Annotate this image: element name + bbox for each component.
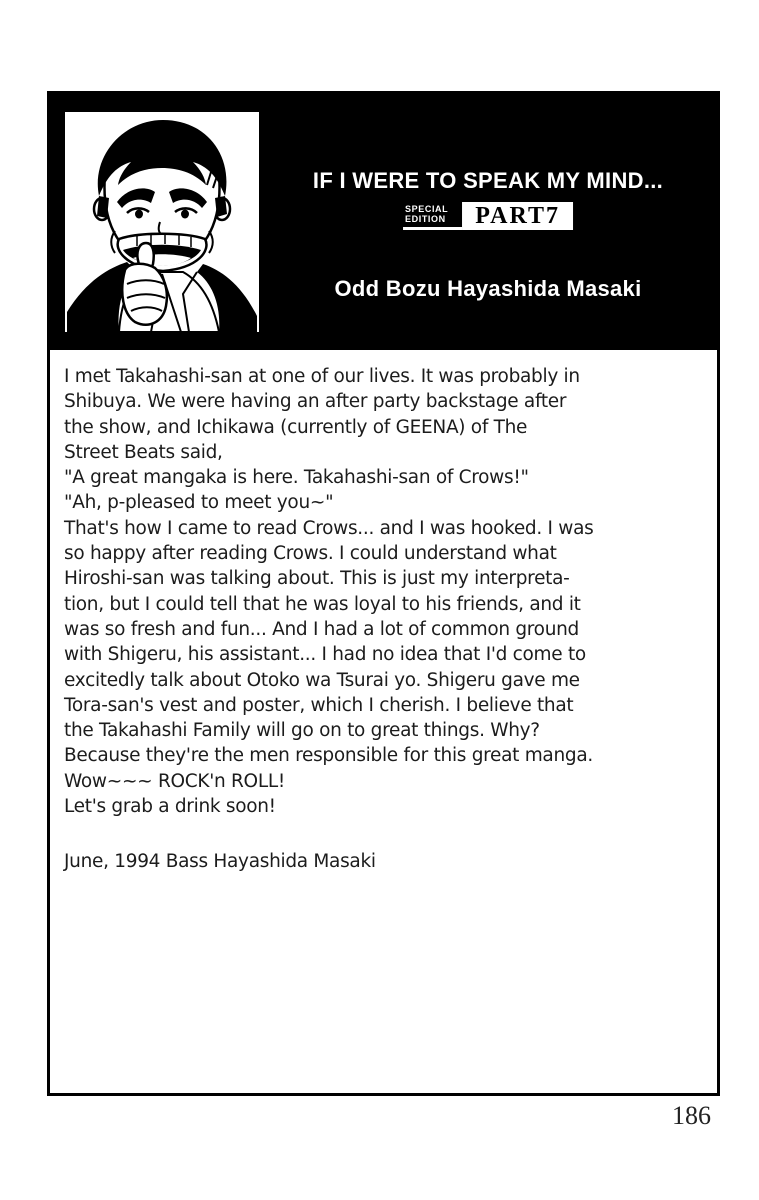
part-number-box: PART7	[462, 202, 573, 230]
essay-line: the show, and Ichikawa (currently of GEENA) of The	[64, 416, 528, 438]
essay-line: was so fresh and fun... And I had a lot of common ground	[64, 618, 579, 640]
essay-line: Wow~~~ ROCK'n ROLL!	[64, 770, 285, 792]
essay-line: with Shigeru, his assistant... I had no idea that I'd come to	[64, 644, 586, 666]
essay-text-block	[50, 350, 717, 875]
essay-line: Street Beats said,	[64, 441, 223, 463]
author-portrait	[65, 112, 259, 332]
header-banner	[50, 94, 717, 350]
essay-line: "Ah, p-pleased to meet you~"	[64, 492, 334, 514]
special-edition-line2: EDITION	[405, 214, 446, 224]
essay-line: Let's grab a drink soon!	[64, 796, 276, 818]
essay-line: so happy after reading Crows. I could understand what	[64, 543, 557, 565]
special-edition-line1: SPECIAL	[405, 204, 449, 214]
essay-line: Because they're the men responsible for this great manga.	[64, 745, 593, 767]
essay-line: Hiroshi-san was talking about. This is just my interpreta-	[64, 568, 570, 590]
essay-line: tion, but I could tell that he was loyal to his friends, and it	[64, 593, 581, 615]
banner-text-block	[259, 94, 717, 350]
thumbs-up-man-icon	[65, 112, 259, 332]
banner-title: IF I WERE TO SPEAK MY MIND...	[312, 168, 664, 193]
essay-line: Shibuya. We were having an after party backstage after	[64, 391, 567, 413]
essay-line: "A great mangaka is here. Takahashi-san of Crows!"	[64, 467, 529, 489]
manga-page-panel	[47, 91, 720, 1096]
essay-lines	[64, 364, 705, 819]
page-number: 186	[672, 1101, 711, 1130]
essay-line: Tora-san's vest and poster, which I cherish. I believe that	[64, 694, 574, 716]
special-edition-label	[403, 202, 462, 230]
essay-signature: June, 1994 Bass Hayashida Masaki	[64, 851, 376, 873]
essay-line: excitedly talk about Otoko wa Tsurai yo. Shigeru gave me	[64, 669, 580, 691]
essay-line: the Takahashi Family will go on to great things. Why?	[64, 720, 540, 742]
essay-line: That's how I came to read Crows... and I was hooked. I was	[64, 517, 594, 539]
banner-author-name: Odd Bozu Hayashida Masaki	[334, 276, 642, 301]
essay-line: I met Takahashi-san at one of our lives. It was probably in	[64, 366, 580, 387]
special-edition-badge	[403, 202, 573, 230]
